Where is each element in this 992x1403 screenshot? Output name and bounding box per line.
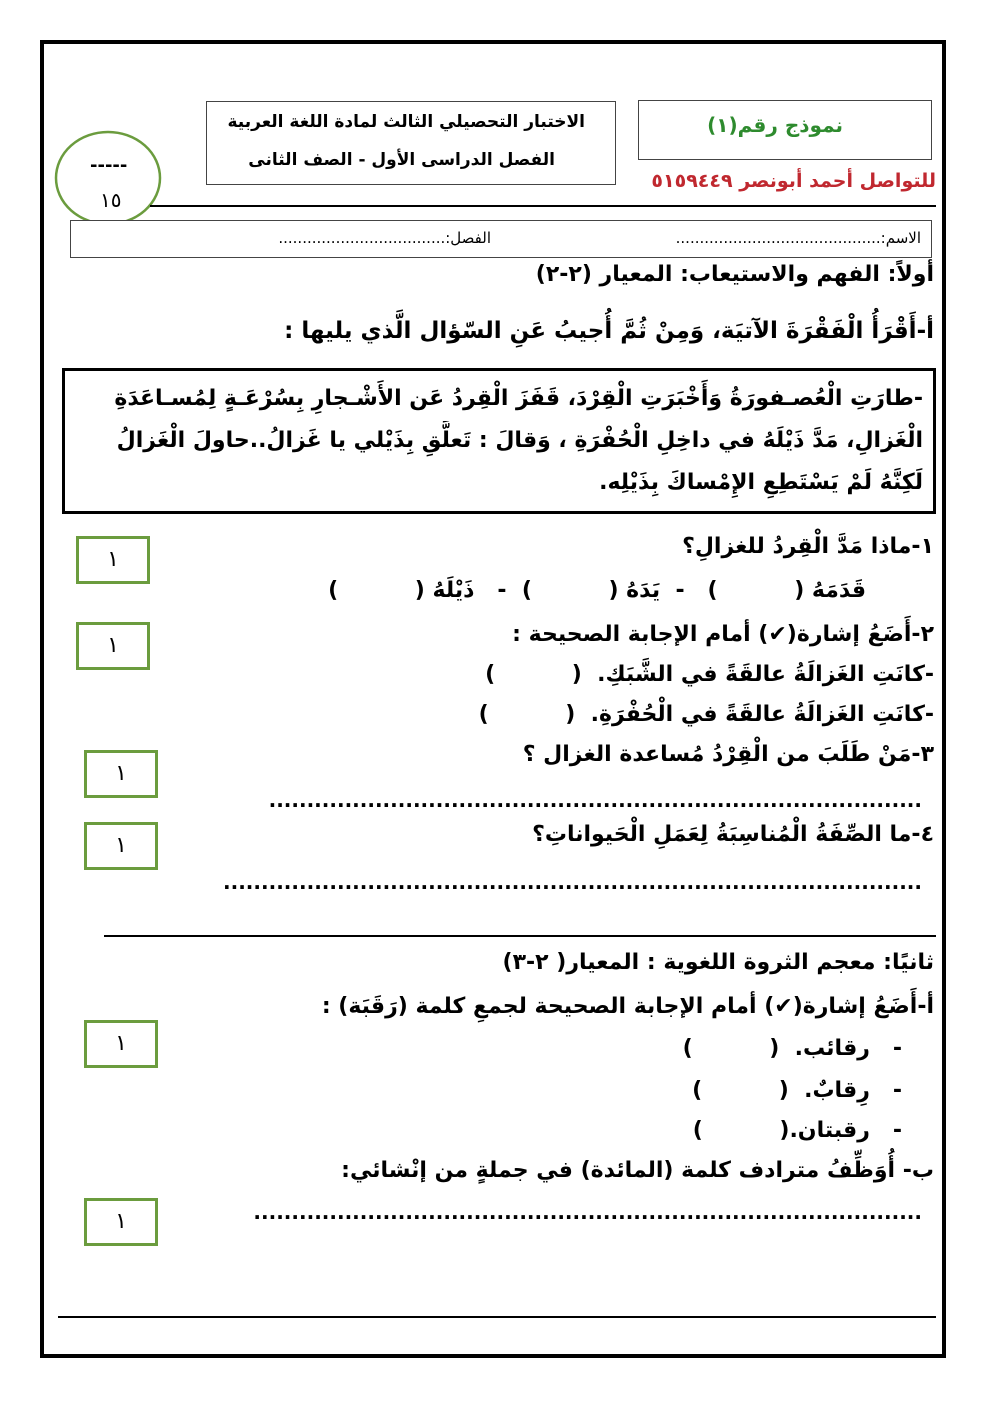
exam-title: الاختبار التحصيلي الثالث لمادة اللغة العربية (227, 112, 585, 132)
q3-score-box: ١ (84, 750, 158, 798)
section1-heading: أولاً: الفهم والاستيعاب: المعيار (٢-٢) (535, 262, 934, 287)
s2a-option-3: - رقبتان.( ) (692, 1118, 902, 1143)
section2-partB-question: ب- أُوَظِّفُ مترادف كلمة (المائدة) في جملةٍ من إنْشائي: (341, 1158, 934, 1183)
s2b-answer-line[interactable]: ........................................................................................ (253, 1200, 922, 1224)
model-label: نموذج رقم(١) (707, 113, 843, 137)
exam-title-box (206, 101, 616, 185)
q3-question: ٣-مَنْ طَلَبَ من الْقِرْدُ مُساعدة الغزال ؟ (522, 742, 934, 767)
s2b-score-box: ١ (84, 1198, 158, 1246)
score-total: ١٥ (100, 188, 122, 212)
q2-option-2: -كانَتِ الغَزالَةُ عالقَةً في الْحُفْرَةِ. ( ) (478, 702, 934, 727)
passage-line-3: لَكِنَّهُ لَمْ يَسْتَطِعِ الإِمْساكَ بِذَيْلِه. (599, 470, 923, 495)
section2-heading: ثانيًا: معجم الثروة اللغوية : المعيار( ٢-٣) (502, 950, 934, 975)
section1-instruction: أ-أَقْرَأُ الْفَقْرَةَ الآتيَة، وَمِنْ ثُمَّ أُجيبُ عَنِ السّؤال الَّذي يليها : (284, 318, 934, 344)
name-field[interactable]: الاسم:........................................... (675, 229, 921, 247)
passage-box (62, 368, 936, 514)
section2-partA-question: أ-أَضَعُ إشارة(✔) أمام الإجابة الصحيحة لجمعِ كلمة (رَقَبَة) : (321, 994, 934, 1019)
q2-question: ٢-أَضَعُ إشارة(✔) أمام الإجابة الصحيحة : (512, 622, 934, 647)
q3-answer-line[interactable]: ...................................................................................... (268, 788, 922, 812)
q1-question: ١-ماذا مَدَّ الْقِردُ للغزالِ؟ (682, 534, 934, 559)
q1-options: قَدَمَهُ ( ) - يَدَهُ ( ) - ذَيْلَهُ ( ) (328, 578, 866, 603)
q4-answer-line[interactable]: ............................................................................................ (223, 870, 922, 894)
score-blank: ----- (90, 155, 128, 176)
s2a-option-2: - رِقابٌ. ( ) (692, 1078, 902, 1103)
q4-question: ٤-ما الصِّفَةُ الْمُناسِبَةُ لِعَمَلِ الْحَيواناتِ؟ (532, 822, 934, 847)
model-box (638, 100, 932, 160)
q2-option-1: -كانَتِ الغَزالَةُ عالقَةً في الشَّبَكِ. ( ) (485, 662, 934, 687)
class-field[interactable]: الفصل:................................... (278, 229, 491, 247)
passage-line-1: -طارَتِ الْعُصـفورَةُ وَأَخْبَرَتِ الْقِرْدَ، قَفَزَ الْقِردُ عَن الأَشْـجارِ بِسُرْعَـةٍ لِمُسـاعَدَةِ (114, 386, 923, 411)
q2-score-box: ١ (76, 622, 150, 670)
s2a-score-box: ١ (84, 1020, 158, 1068)
footer-divider (58, 1316, 936, 1318)
contact-info: للتواصل أحمد أبونصر ٥١٥٩٤٤٩ (651, 170, 936, 192)
student-info-box (70, 220, 932, 258)
q4-score-box: ١ (84, 822, 158, 870)
s2a-option-1: - رقائب. ( ) (682, 1036, 902, 1061)
header-divider (150, 205, 936, 207)
q1-score-box: ١ (76, 536, 150, 584)
section-divider (104, 935, 936, 937)
semester-grade: الفصل الدراسى الأول - الصف الثانى (248, 150, 555, 170)
passage-line-2: الْغَزالِ، مَدَّ ذَيْلَهُ في داخِلِ الْحُفْرَةِ ، وَقالَ : تَعلَّقِ بِذَيْلي يا غَزالُ..حاولَ الْغَزالُ (116, 428, 923, 453)
